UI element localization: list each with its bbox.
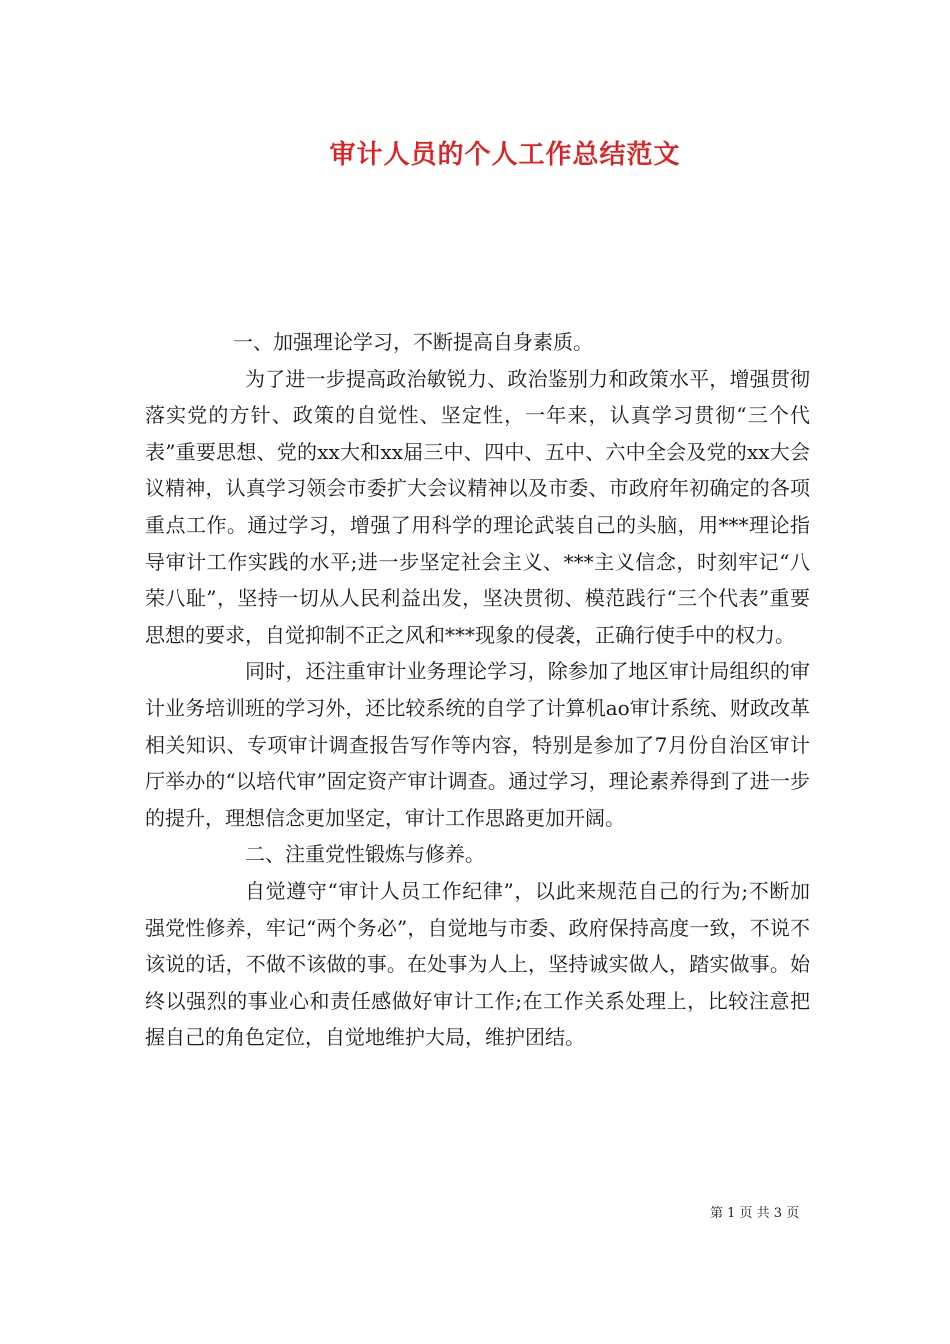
paragraph-1: 为了进一步提高政治敏锐力、政治鉴别力和政策水平，增强贯彻落实党的方针、政策的自觉性、坚定性，一年来，认真学习贯彻“三个代表”重要思想、党的xx大和xx届三中、四中、五中、六中全会及党的xx大会议精神，认真学习领会市委扩大会议精神以及市委、市政府年初确定的各项重点工作。通过学习，增强了用科学的理论武装自己的头脑，用***理论指导审计工作实践的水平;进一步坚定社会主义、***主义信念，时刻牢记“八荣八耻”，坚持一切从人民利益出发，坚决贯彻、模范践行“三个代表”重要思想的要求，自觉抑制不正之风和***现象的侵袭，正确行使手中的权力。	[145, 366, 810, 647]
section-heading-1: 一、加强理论学习，不断提高自身素质。	[233, 330, 593, 354]
section-heading-2: 二、注重党性锻炼与修养。	[245, 842, 485, 867]
paragraph-3: 自觉遵守“审计人员工作纪律”，以此来规范自己的行为;不断加强党性修养，牢记“两个务必”，自觉地与市委、政府保持高度一致，不说不该说的话，不做不该做的事。在处事为人上，坚持诚实做人，踏实做事。始终以强烈的事业心和责任感做好审计工作;在工作关系处理上，比较注意把握自己的角色定位，自觉地维护大局，维护团结。	[145, 878, 810, 1050]
paragraph-2: 同时，还注重审计业务理论学习，除参加了地区审计局组织的审计业务培训班的学习外，还比较系统的自学了计算机ao审计系统、财政改革相关知识、专项审计调查报告写作等内容，特别是参加了7月份自治区审计厅举办的“以培代审”固定资产审计调查。通过学习，理论素养得到了进一步的提升，理想信念更加坚定，审计工作思路更加开阔。	[145, 659, 810, 830]
page-number: 第 1 页 共 3 页	[710, 1206, 800, 1221]
document-body	[145, 324, 810, 1056]
document-title: 审计人员的个人工作总结范文	[329, 140, 681, 170]
